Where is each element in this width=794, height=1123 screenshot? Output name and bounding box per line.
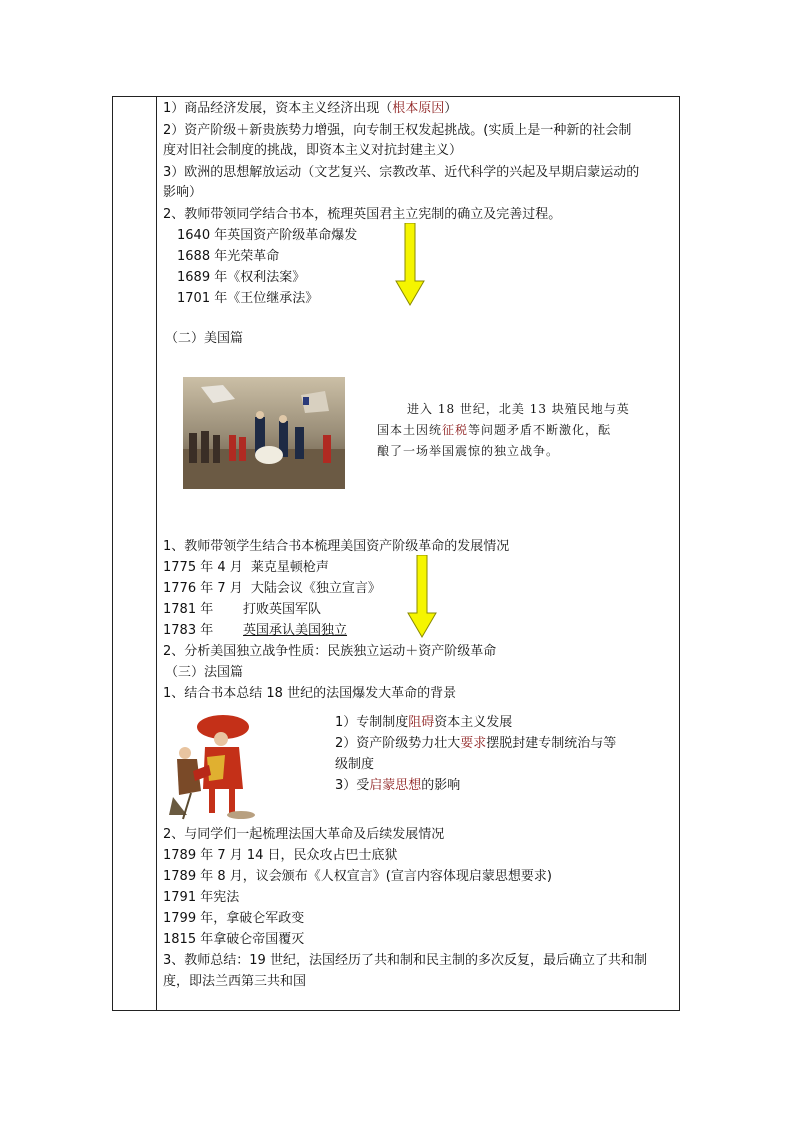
bg3-red: 启蒙思想	[369, 778, 422, 793]
france-timeline-4: 1799 年，拿破仑军政变	[163, 911, 305, 926]
bg2-red: 要求	[460, 736, 487, 751]
caption-line3: 酿了一场举国震惊的独立战争。	[377, 444, 560, 458]
caption-line2	[377, 420, 657, 441]
down-arrow-icon	[395, 223, 425, 307]
usa-year-1: 1775 年 4 月	[163, 560, 243, 575]
down-arrow-icon	[407, 555, 437, 639]
bg3-b: 的影响	[421, 778, 461, 793]
usa-task-2: 2、分析美国独立战争性质：民族独立运动＋资产阶级革命	[163, 644, 497, 659]
caption-line1: 进入 18 世纪，北美 13 块殖民地与英	[407, 402, 630, 416]
france-summary-line1: 3、教师总结：19 世纪，法国经历了共和制和民主制的多次反复，最后确立了共和制	[163, 953, 647, 968]
france-bg-2-cont: 级制度	[335, 757, 375, 772]
france-timeline-1: 1789 年 7 月 14 日，民众攻占巴士底狱	[163, 848, 398, 863]
lesson-table	[112, 96, 680, 1011]
caption-red-word: 征税	[442, 423, 469, 437]
caption-line2-a: 国本土因统	[377, 423, 443, 437]
england-timeline-2: 1688 年光荣革命	[177, 249, 280, 264]
usa-timeline-2	[163, 579, 381, 599]
england-timeline-4: 1701 年《王位继承法》	[177, 291, 319, 306]
usa-caption	[377, 399, 657, 462]
usa-event-2: 大陆会议《独立宣言》	[250, 581, 381, 596]
usa-timeline-3	[163, 600, 321, 620]
usa-year-2: 1776 年 7 月	[163, 581, 243, 596]
france-bg-3	[335, 776, 460, 796]
england-timeline-1: 1640 年英国资产阶级革命爆发	[177, 228, 358, 243]
france-summary-line2: 度，即法兰西第三共和国	[163, 974, 307, 989]
usa-year-4: 1783 年	[163, 623, 214, 638]
france-heading: （三）法国篇	[165, 665, 244, 680]
cause-2-line1: 2）资产阶级＋新贵族势力增强，向专制王权发起挑战。(实质上是一种新的社会制	[163, 123, 632, 138]
france-timeline-5: 1815 年拿破仑帝国覆灭	[163, 932, 305, 947]
bg1-b: 资本主义发展	[434, 715, 513, 730]
france-task-2: 2、与同学们一起梳理法国大革命及后续发展情况	[163, 827, 445, 842]
usa-heading: （二）美国篇	[165, 331, 244, 346]
usa-timeline-1	[163, 558, 329, 578]
england-timeline-3: 1689 年《权利法案》	[177, 270, 306, 285]
bg2-b: 摆脱封建专制统治与等	[486, 736, 617, 751]
cause-1-red: 根本原因	[392, 101, 445, 116]
france-task-1: 1、结合书本总结 18 世纪的法国爆发大革命的背景	[163, 686, 457, 701]
france-timeline-2: 1789 年 8 月，议会颁布《人权宣言》(宣言内容体现启蒙思想要求)	[163, 869, 552, 884]
france-bg-2	[335, 734, 616, 754]
bg2-a: 2）资产阶级势力壮大	[335, 736, 461, 751]
usa-event-3: 打败英国军队	[243, 602, 322, 617]
usa-timeline-4	[163, 621, 347, 641]
cause-2-line2: 度对旧社会制度的挑战，即资本主义对抗封建主义）	[163, 143, 463, 158]
table-left-column	[113, 97, 157, 1010]
england-task-2: 2、教师带领同学结合书本，梳理英国君主立宪制的确立及完善过程。	[163, 207, 562, 222]
bg3-a: 3）受	[335, 778, 370, 793]
french-caricature-image	[163, 707, 265, 821]
france-bg-1	[335, 713, 512, 733]
surrender-painting-image	[183, 377, 345, 489]
usa-task-1: 1、教师带领学生结合书本梳理美国资产阶级革命的发展情况	[163, 539, 510, 554]
bg1-red: 阻碍	[408, 715, 435, 730]
cause-1-text: 1）商品经济发展，资本主义经济出现（	[163, 101, 393, 116]
france-timeline-3: 1791 年宪法	[163, 890, 240, 905]
usa-year-3: 1781 年	[163, 602, 214, 617]
cause-3-line1: 3）欧洲的思想解放运动（文艺复兴、宗教改革、近代科学的兴起及早期启蒙运动的	[163, 165, 640, 180]
usa-event-4: 英国承认美国独立	[243, 623, 348, 638]
caption-line2-b: 等问题矛盾不断激化，酝	[468, 423, 612, 437]
cause-1-close: ）	[444, 101, 458, 116]
bg1-a: 1）专制制度	[335, 715, 409, 730]
cause-1	[163, 99, 457, 119]
cause-3-line2: 影响）	[163, 185, 203, 200]
usa-event-1: 莱克星顿枪声	[250, 560, 329, 575]
